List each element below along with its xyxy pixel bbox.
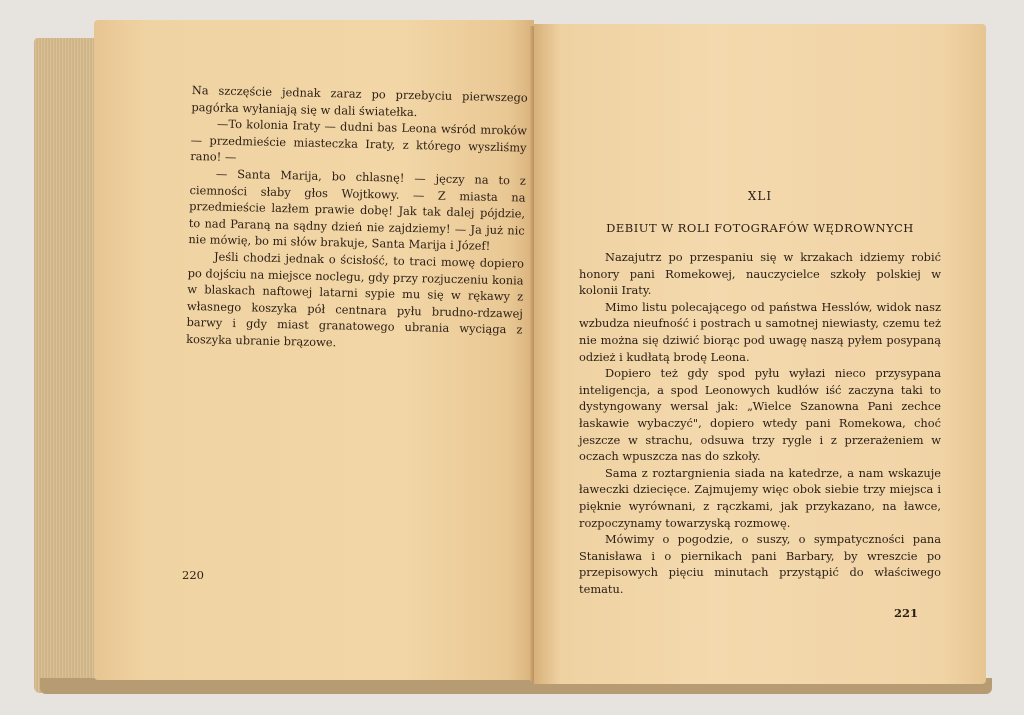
right-page-text bbox=[579, 249, 941, 597]
paragraph: —To kolonia Iraty — dudni bas Leona wśród mroków — przedmieście miasteczka Iraty, z którego wyszliśmy rano! — bbox=[190, 116, 528, 165]
paragraph: Sama z roztargnienia siada na katedrze, a nam wskazuje ławeczki dziecięce. Zajmujemy więc obok siebie trzy miejsca i pięknie wyrównani, z rączkami, jak przykazano, na ławce, rozpoczynamy towarzyską rozmowę. bbox=[579, 465, 941, 530]
paragraph: — Santa Marija, bo chlasnę! — jęczy na to z ciemności słaby głos Wojtkowy. — Z miasta na przedmieście lazłem prawie dobę! Jak tak dalej pójdzie, to nad Paraną na sądny dzień nie zajdziemy! — Ja już nic nie mówię, bo mi słów brakuje, Santa Marija i Józef! bbox=[188, 166, 527, 254]
right-page bbox=[534, 24, 986, 684]
right-page-number: 221 bbox=[894, 606, 919, 620]
left-page-number: 220 bbox=[182, 568, 204, 582]
chapter-title: DEBIUT W ROLI FOTOGRAFÓW WĘDROWNYCH bbox=[606, 221, 914, 235]
paragraph: Jeśli chodzi jednak o ścisłość, to traci mowę dopiero po dojściu na miejsce noclegu, gdy przy rozjuczeniu konia w blaskach naftowej latarni sypie mu się w rękawy z własnego koszyka pół centnara pyłu brudno-rdzawej barwy i gdy miast granatowego ubrania wyciąga z koszyka ubranie brązowe. bbox=[186, 249, 525, 350]
paragraph: Mimo listu polecającego od państwa Hesslów, widok nasz wzbudza nieufność i postrach u samotnej niewiasty, czemu też nie można się dziwić biorąc pod uwagę naszą pyłem posypaną odzież i kudłatą brodę Leona. bbox=[579, 299, 941, 364]
open-book bbox=[34, 18, 994, 694]
left-page bbox=[94, 20, 534, 680]
chapter-number: XLI bbox=[747, 189, 773, 203]
paragraph: Nazajutrz po przespaniu się w krzakach idziemy robić honory pani Romekowej, nauczycielce szkoły polskiej w kolonii Iraty. bbox=[579, 250, 941, 298]
paragraph: Mówimy o pogodzie, o suszy, o sympatyczności pana Stanisława i o piernikach pani Barbary, by wreszcie po przepisowych pięciu minutach przystąpić do właściwego tematu. bbox=[579, 532, 941, 596]
paragraph: Na szczęście jednak zaraz po przebyciu pierwszego pagórka wyłaniają się w dali światełka. bbox=[191, 82, 528, 119]
paragraph: Dopiero też gdy spod pyłu wyłazi nieco przysypana inteligencja, a spod Leonowych kudłów iść zaczyna taki to dystyngowany wersal jak: „Wielce Szanowna Pani zechce łaskawie wybaczyć", dopiero wtedy pani Romekowa, choć jeszcze w strachu, odsuwa trzy rygle i z przerażeniem w oczach wpuszcza nas do szkoły. bbox=[579, 366, 941, 464]
left-page-text bbox=[186, 82, 528, 355]
